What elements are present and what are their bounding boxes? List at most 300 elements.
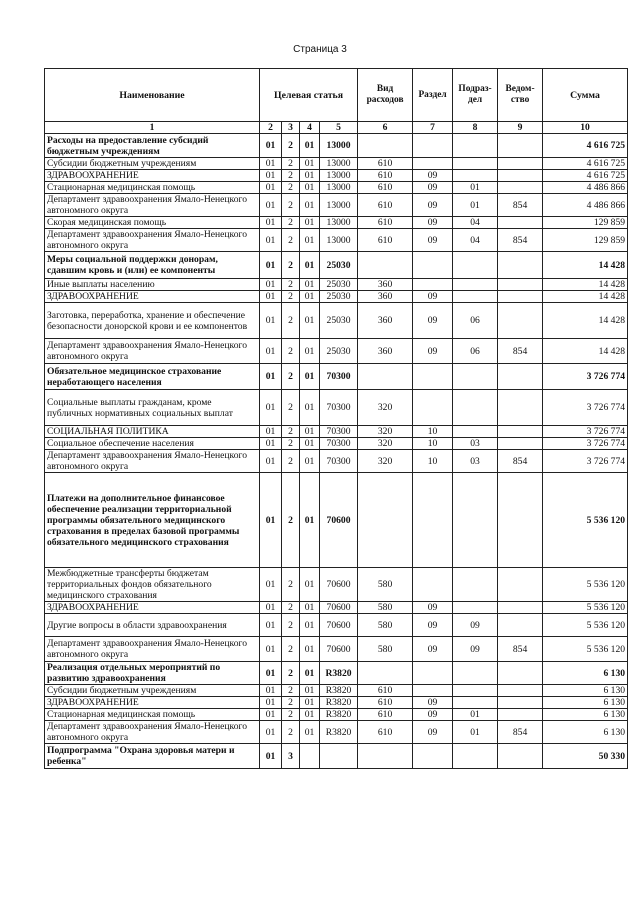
- target-c4: 13000: [320, 158, 358, 170]
- name-cell: Скорая медицинская помощь: [45, 217, 260, 229]
- target-c3: 01: [300, 697, 320, 709]
- vedomstvo-cell: [498, 303, 543, 339]
- target-c1: 01: [260, 602, 282, 614]
- podrazdel-cell: [453, 390, 498, 426]
- razdel-cell: 09: [413, 217, 453, 229]
- header-name: Наименование: [45, 69, 260, 122]
- target-c2: 2: [282, 637, 300, 662]
- table-row: [45, 291, 628, 303]
- razdel-cell: 10: [413, 426, 453, 438]
- target-c2: 2: [282, 158, 300, 170]
- sum-cell: 3 726 774: [543, 426, 628, 438]
- table-row: [45, 697, 628, 709]
- budget-table: [44, 68, 628, 769]
- vid-cell: 360: [358, 339, 413, 364]
- target-c4: 25030: [320, 291, 358, 303]
- vedomstvo-cell: 854: [498, 721, 543, 744]
- target-c1: 01: [260, 697, 282, 709]
- vedomstvo-cell: [498, 217, 543, 229]
- podrazdel-cell: [453, 662, 498, 685]
- target-c4: R3820: [320, 685, 358, 697]
- name-cell: Социальные выплаты гражданам, кроме публичных нормативных социальных выплат: [45, 390, 260, 426]
- target-c4: 13000: [320, 170, 358, 182]
- target-c1: 01: [260, 364, 282, 390]
- target-c3: 01: [300, 709, 320, 721]
- header-razdel: Раздел: [413, 69, 453, 122]
- target-c2: 2: [282, 170, 300, 182]
- vedomstvo-cell: [498, 662, 543, 685]
- name-cell: Реализация отдельных мероприятий по развитию здравоохранения: [45, 662, 260, 685]
- razdel-cell: 09: [413, 602, 453, 614]
- target-c4: 13000: [320, 194, 358, 217]
- sum-cell: 5 536 120: [543, 614, 628, 637]
- vid-cell: 320: [358, 450, 413, 473]
- table-row: [45, 217, 628, 229]
- target-c2: 2: [282, 426, 300, 438]
- target-c4: 70300: [320, 426, 358, 438]
- podrazdel-cell: [453, 602, 498, 614]
- target-c1: 01: [260, 170, 282, 182]
- sum-cell: 4 616 725: [543, 158, 628, 170]
- vedomstvo-cell: [498, 182, 543, 194]
- podrazdel-cell: 03: [453, 438, 498, 450]
- vid-cell: 610: [358, 170, 413, 182]
- table-row: [45, 279, 628, 291]
- podrazdel-cell: 04: [453, 229, 498, 252]
- table-row: [45, 438, 628, 450]
- sum-cell: 6 130: [543, 685, 628, 697]
- vid-cell: 610: [358, 709, 413, 721]
- column-number: 5: [320, 122, 358, 134]
- sum-cell: 4 616 725: [543, 134, 628, 158]
- target-c4: 70300: [320, 364, 358, 390]
- vid-cell: 580: [358, 614, 413, 637]
- target-c4: 70600: [320, 473, 358, 568]
- podrazdel-cell: 01: [453, 194, 498, 217]
- table-row: [45, 744, 628, 769]
- target-c4: R3820: [320, 721, 358, 744]
- razdel-cell: [413, 662, 453, 685]
- target-c3: 01: [300, 637, 320, 662]
- page-label: Страница 3: [293, 44, 347, 55]
- vedomstvo-cell: [498, 438, 543, 450]
- target-c1: 01: [260, 303, 282, 339]
- target-c3: 01: [300, 568, 320, 602]
- razdel-cell: [413, 473, 453, 568]
- vedomstvo-cell: [498, 291, 543, 303]
- target-c3: 01: [300, 390, 320, 426]
- name-cell: Департамент здравоохранения Ямало-Ненецкого автономного округа: [45, 339, 260, 364]
- vid-cell: 610: [358, 194, 413, 217]
- sum-cell: 50 330: [543, 744, 628, 769]
- razdel-cell: 09: [413, 170, 453, 182]
- target-c4: 70300: [320, 438, 358, 450]
- target-c3: 01: [300, 602, 320, 614]
- podrazdel-cell: [453, 568, 498, 602]
- podrazdel-cell: 01: [453, 709, 498, 721]
- header-target: Целевая статья: [260, 69, 358, 122]
- target-c1: 01: [260, 438, 282, 450]
- target-c4: 25030: [320, 303, 358, 339]
- target-c3: 01: [300, 364, 320, 390]
- target-c1: 01: [260, 685, 282, 697]
- vedomstvo-cell: 854: [498, 450, 543, 473]
- razdel-cell: [413, 685, 453, 697]
- podrazdel-cell: [453, 364, 498, 390]
- target-c4: [320, 744, 358, 769]
- target-c3: 01: [300, 158, 320, 170]
- column-number: 1: [45, 122, 260, 134]
- podrazdel-cell: [453, 170, 498, 182]
- sum-cell: 6 130: [543, 662, 628, 685]
- column-number: 2: [260, 122, 282, 134]
- table-row: [45, 602, 628, 614]
- target-c2: 2: [282, 364, 300, 390]
- vedomstvo-cell: 854: [498, 194, 543, 217]
- podrazdel-cell: 06: [453, 303, 498, 339]
- target-c4: 13000: [320, 182, 358, 194]
- table-row: [45, 614, 628, 637]
- vedomstvo-cell: [498, 252, 543, 279]
- name-cell: Подпрограмма "Охрана здоровья матери и ребенка": [45, 744, 260, 769]
- target-c1: 01: [260, 339, 282, 364]
- vedomstvo-cell: [498, 390, 543, 426]
- name-cell: Другие вопросы в области здравоохранения: [45, 614, 260, 637]
- razdel-cell: [413, 252, 453, 279]
- target-c1: 01: [260, 637, 282, 662]
- table-row: [45, 709, 628, 721]
- target-c2: 2: [282, 229, 300, 252]
- target-c2: 2: [282, 438, 300, 450]
- target-c1: 01: [260, 279, 282, 291]
- vedomstvo-cell: [498, 709, 543, 721]
- razdel-cell: [413, 279, 453, 291]
- table-body: [45, 134, 628, 769]
- name-cell: Департамент здравоохранения Ямало-Ненецкого автономного округа: [45, 637, 260, 662]
- name-cell: Стационарная медицинская помощь: [45, 182, 260, 194]
- target-c3: [300, 744, 320, 769]
- razdel-cell: [413, 390, 453, 426]
- vid-cell: 360: [358, 303, 413, 339]
- target-c1: 01: [260, 252, 282, 279]
- vid-cell: 610: [358, 229, 413, 252]
- name-cell: Субсидии бюджетным учреждениям: [45, 685, 260, 697]
- razdel-cell: 10: [413, 450, 453, 473]
- podrazdel-cell: [453, 473, 498, 568]
- sum-cell: 3 726 774: [543, 390, 628, 426]
- name-cell: Заготовка, переработка, хранение и обеспечение безопасности донорской крови и ее компонентов: [45, 303, 260, 339]
- sum-cell: 5 536 120: [543, 473, 628, 568]
- target-c2: 2: [282, 721, 300, 744]
- target-c1: 01: [260, 450, 282, 473]
- target-c2: 2: [282, 662, 300, 685]
- vedomstvo-cell: [498, 744, 543, 769]
- razdel-cell: [413, 568, 453, 602]
- vedomstvo-cell: [498, 685, 543, 697]
- target-c1: 01: [260, 291, 282, 303]
- vedomstvo-cell: [498, 697, 543, 709]
- target-c2: 2: [282, 709, 300, 721]
- podrazdel-cell: 06: [453, 339, 498, 364]
- name-cell: Обязательное медицинское страхование неработающего населения: [45, 364, 260, 390]
- name-cell: Иные выплаты населению: [45, 279, 260, 291]
- table-row: [45, 252, 628, 279]
- sum-cell: 6 130: [543, 697, 628, 709]
- header-podrazdel: Подраз-дел: [453, 69, 498, 122]
- column-number: 10: [543, 122, 628, 134]
- column-number: 8: [453, 122, 498, 134]
- target-c3: 01: [300, 182, 320, 194]
- vedomstvo-cell: [498, 568, 543, 602]
- target-c4: R3820: [320, 662, 358, 685]
- target-c4: R3820: [320, 697, 358, 709]
- table-row: [45, 721, 628, 744]
- razdel-cell: 09: [413, 697, 453, 709]
- name-cell: Меры социальной поддержки донорам, сдавшим кровь и (или) ее компоненты: [45, 252, 260, 279]
- target-c2: 2: [282, 614, 300, 637]
- table-row: [45, 662, 628, 685]
- vid-cell: 360: [358, 291, 413, 303]
- razdel-cell: 09: [413, 291, 453, 303]
- table-row: [45, 390, 628, 426]
- target-c1: 01: [260, 158, 282, 170]
- target-c3: 01: [300, 170, 320, 182]
- header-summa: Сумма: [543, 69, 628, 122]
- vid-cell: 320: [358, 390, 413, 426]
- vid-cell: [358, 662, 413, 685]
- podrazdel-cell: [453, 426, 498, 438]
- target-c3: 01: [300, 450, 320, 473]
- sum-cell: 14 428: [543, 279, 628, 291]
- sum-cell: 129 859: [543, 217, 628, 229]
- razdel-cell: 09: [413, 182, 453, 194]
- target-c1: 01: [260, 229, 282, 252]
- razdel-cell: [413, 744, 453, 769]
- sum-cell: 14 428: [543, 303, 628, 339]
- podrazdel-cell: 04: [453, 217, 498, 229]
- column-number: 6: [358, 122, 413, 134]
- name-cell: ЗДРАВООХРАНЕНИЕ: [45, 291, 260, 303]
- name-cell: Платежи на дополнительное финансовое обеспечение реализации территориальной программы обязательного медицинского страхования в пределах базовой программы обязательного медицинского страхования: [45, 473, 260, 568]
- target-c4: 70600: [320, 637, 358, 662]
- razdel-cell: 10: [413, 438, 453, 450]
- target-c2: 2: [282, 390, 300, 426]
- target-c3: 01: [300, 685, 320, 697]
- vedomstvo-cell: [498, 602, 543, 614]
- name-cell: Социальное обеспечение населения: [45, 438, 260, 450]
- vedomstvo-cell: 854: [498, 637, 543, 662]
- razdel-cell: 09: [413, 194, 453, 217]
- vedomstvo-cell: [498, 473, 543, 568]
- target-c2: 2: [282, 303, 300, 339]
- target-c4: 70300: [320, 390, 358, 426]
- target-c3: 01: [300, 194, 320, 217]
- target-c4: 13000: [320, 134, 358, 158]
- target-c3: 01: [300, 134, 320, 158]
- podrazdel-cell: [453, 744, 498, 769]
- vedomstvo-cell: [498, 134, 543, 158]
- target-c4: 70600: [320, 614, 358, 637]
- vid-cell: 610: [358, 158, 413, 170]
- table-row: [45, 134, 628, 158]
- target-c3: 01: [300, 438, 320, 450]
- vedomstvo-cell: [498, 279, 543, 291]
- name-cell: ЗДРАВООХРАНЕНИЕ: [45, 170, 260, 182]
- podrazdel-cell: [453, 291, 498, 303]
- target-c3: 01: [300, 662, 320, 685]
- header-vid: Вид расходов: [358, 69, 413, 122]
- sum-cell: 4 616 725: [543, 170, 628, 182]
- target-c3: 01: [300, 252, 320, 279]
- sum-cell: 4 486 866: [543, 182, 628, 194]
- target-c2: 2: [282, 279, 300, 291]
- target-c4: 13000: [320, 217, 358, 229]
- razdel-cell: [413, 158, 453, 170]
- vid-cell: 610: [358, 697, 413, 709]
- target-c2: 2: [282, 602, 300, 614]
- target-c4: 13000: [320, 229, 358, 252]
- sum-cell: 6 130: [543, 709, 628, 721]
- table-row: [45, 182, 628, 194]
- sum-cell: 5 536 120: [543, 637, 628, 662]
- target-c1: 01: [260, 217, 282, 229]
- podrazdel-cell: [453, 158, 498, 170]
- target-c2: 3: [282, 744, 300, 769]
- name-cell: Департамент здравоохранения Ямало-Ненецкого автономного округа: [45, 721, 260, 744]
- name-cell: Субсидии бюджетным учреждениям: [45, 158, 260, 170]
- podrazdel-cell: [453, 685, 498, 697]
- razdel-cell: 09: [413, 709, 453, 721]
- target-c1: 01: [260, 182, 282, 194]
- sum-cell: 14 428: [543, 339, 628, 364]
- vid-cell: 610: [358, 685, 413, 697]
- razdel-cell: [413, 364, 453, 390]
- target-c2: 2: [282, 473, 300, 568]
- target-c4: 70300: [320, 450, 358, 473]
- sum-cell: 6 130: [543, 721, 628, 744]
- target-c3: 01: [300, 614, 320, 637]
- target-c4: 25030: [320, 279, 358, 291]
- razdel-cell: 09: [413, 614, 453, 637]
- vid-cell: 320: [358, 438, 413, 450]
- table-row: [45, 364, 628, 390]
- sum-cell: 14 428: [543, 252, 628, 279]
- vid-cell: 320: [358, 426, 413, 438]
- podrazdel-cell: 01: [453, 721, 498, 744]
- podrazdel-cell: [453, 134, 498, 158]
- target-c4: R3820: [320, 709, 358, 721]
- vedomstvo-cell: [498, 364, 543, 390]
- name-cell: Расходы на предоставление субсидий бюджетным учреждениям: [45, 134, 260, 158]
- razdel-cell: 09: [413, 339, 453, 364]
- table-row: [45, 339, 628, 364]
- target-c2: 2: [282, 252, 300, 279]
- razdel-cell: 09: [413, 229, 453, 252]
- vid-cell: 360: [358, 279, 413, 291]
- target-c2: 2: [282, 685, 300, 697]
- target-c1: 01: [260, 614, 282, 637]
- vedomstvo-cell: [498, 170, 543, 182]
- target-c2: 2: [282, 339, 300, 364]
- target-c3: 01: [300, 339, 320, 364]
- header-vedomstvo: Ведом-ство: [498, 69, 543, 122]
- target-c3: 01: [300, 217, 320, 229]
- target-c2: 2: [282, 217, 300, 229]
- target-c2: 2: [282, 697, 300, 709]
- target-c1: 01: [260, 426, 282, 438]
- table-row: [45, 194, 628, 217]
- razdel-cell: 09: [413, 637, 453, 662]
- target-c2: 2: [282, 194, 300, 217]
- table-row: [45, 568, 628, 602]
- table-row: [45, 637, 628, 662]
- target-c4: 25030: [320, 252, 358, 279]
- table-row: [45, 229, 628, 252]
- target-c1: 01: [260, 134, 282, 158]
- podrazdel-cell: 09: [453, 614, 498, 637]
- name-cell: Департамент здравоохранения Ямало-Ненецкого автономного округа: [45, 450, 260, 473]
- table-row: [45, 426, 628, 438]
- target-c3: 01: [300, 291, 320, 303]
- header-row: [45, 69, 628, 122]
- target-c3: 01: [300, 721, 320, 744]
- razdel-cell: 09: [413, 303, 453, 339]
- vid-cell: 610: [358, 182, 413, 194]
- target-c1: 01: [260, 721, 282, 744]
- table-row: [45, 303, 628, 339]
- podrazdel-cell: 03: [453, 450, 498, 473]
- name-cell: Стационарная медицинская помощь: [45, 709, 260, 721]
- vid-cell: [358, 252, 413, 279]
- vedomstvo-cell: [498, 614, 543, 637]
- sum-cell: 3 726 774: [543, 364, 628, 390]
- sum-cell: 5 536 120: [543, 602, 628, 614]
- column-number: 9: [498, 122, 543, 134]
- target-c1: 01: [260, 709, 282, 721]
- podrazdel-cell: [453, 279, 498, 291]
- target-c2: 2: [282, 450, 300, 473]
- target-c3: 01: [300, 303, 320, 339]
- sum-cell: 3 726 774: [543, 450, 628, 473]
- target-c2: 2: [282, 291, 300, 303]
- name-cell: Департамент здравоохранения Ямало-Ненецкого автономного округа: [45, 194, 260, 217]
- target-c3: 01: [300, 229, 320, 252]
- vedomstvo-cell: [498, 426, 543, 438]
- podrazdel-cell: 01: [453, 182, 498, 194]
- sum-cell: 5 536 120: [543, 568, 628, 602]
- table-row: [45, 685, 628, 697]
- target-c3: 01: [300, 473, 320, 568]
- table-row: [45, 473, 628, 568]
- name-cell: ЗДРАВООХРАНЕНИЕ: [45, 602, 260, 614]
- vid-cell: [358, 744, 413, 769]
- column-number: 3: [282, 122, 300, 134]
- name-cell: СОЦИАЛЬНАЯ ПОЛИТИКА: [45, 426, 260, 438]
- column-number: 4: [300, 122, 320, 134]
- name-cell: Межбюджетные трансферты бюджетам территориальных фондов обязательного медицинского страхования: [45, 568, 260, 602]
- sum-cell: 14 428: [543, 291, 628, 303]
- razdel-cell: 09: [413, 721, 453, 744]
- target-c3: 01: [300, 426, 320, 438]
- table-row: [45, 170, 628, 182]
- vid-cell: 610: [358, 721, 413, 744]
- table-row: [45, 450, 628, 473]
- vid-cell: [358, 473, 413, 568]
- target-c1: 01: [260, 662, 282, 685]
- vid-cell: 580: [358, 568, 413, 602]
- target-c1: 01: [260, 390, 282, 426]
- sum-cell: 4 486 866: [543, 194, 628, 217]
